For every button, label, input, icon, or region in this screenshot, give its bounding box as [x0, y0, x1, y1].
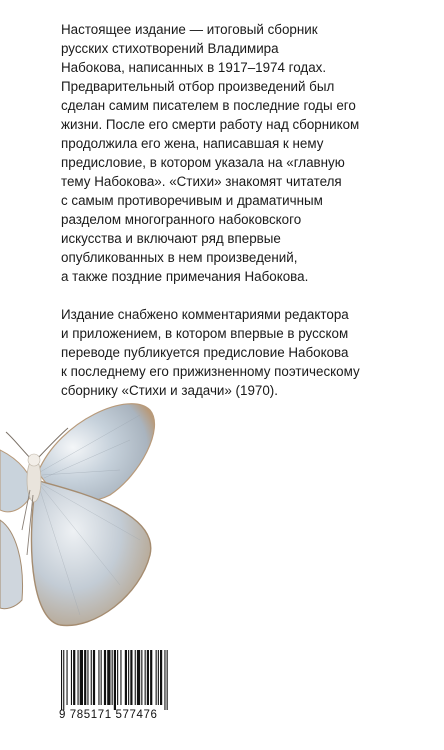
- barcode-bar: [145, 650, 146, 705]
- text-line: к последнему его прижизненному поэтическому: [61, 364, 360, 379]
- barcode-bar: [73, 650, 75, 705]
- barcode-bar: [158, 650, 159, 705]
- annotation-text: [61, 20, 421, 400]
- annotation-paragraph-1: [61, 20, 421, 286]
- text-line: сборнику «Стихи и задачи» (1970).: [61, 383, 278, 398]
- lower-wing: [32, 480, 151, 625]
- barcode-bar: [167, 650, 168, 710]
- barcode-bar: [156, 650, 157, 705]
- barcode-bar: [125, 650, 127, 705]
- barcode-bar: [93, 650, 95, 705]
- barcode-bar: [84, 650, 86, 705]
- barcode-bar: [87, 650, 88, 705]
- barcode-bar: [120, 650, 121, 705]
- text-line: жизни. После его смерти работу над сборником: [61, 117, 360, 132]
- text-line: тему Набокова». «Стихи» знакомят читателя: [61, 174, 342, 189]
- text-line: разделом многогранного набоковского: [61, 212, 302, 227]
- text-line: продолжила его жена, написавшая к нему: [61, 136, 324, 151]
- barcode-bar: [98, 650, 99, 705]
- barcode-bar: [141, 650, 142, 705]
- barcode-bar: [78, 650, 79, 705]
- text-line: сделан самим писателем в последние годы его: [61, 98, 356, 113]
- barcode-bar: [147, 650, 149, 705]
- text-line: Набокова, написанных в 1917–1974 годах.: [61, 60, 327, 75]
- text-line: а также поздние примечания Набокова.: [61, 269, 309, 284]
- barcode-bar: [61, 650, 62, 710]
- text-line: Издание снабжено комментариями редактора: [61, 307, 349, 322]
- barcode-bar: [128, 650, 129, 705]
- barcode-bar: [91, 650, 92, 705]
- barcode-bar: [80, 650, 83, 705]
- barcode-bar: [112, 650, 113, 705]
- barcode-bar: [107, 650, 110, 705]
- text-line: и приложением, в котором впервые в русском: [61, 326, 349, 341]
- butterfly-head: [28, 454, 40, 466]
- text-line: Предварительный отбор произведений был: [61, 79, 335, 94]
- barcode-bars: [57, 650, 207, 710]
- barcode-bar: [67, 650, 68, 705]
- isbn-barcode: [57, 650, 207, 720]
- barcode-bar: [150, 650, 152, 705]
- left-hindwing-partial: [0, 520, 23, 609]
- barcode-bar: [104, 650, 106, 705]
- barcode-bar: [130, 650, 132, 705]
- butterfly-illustration: [0, 380, 180, 640]
- barcode-bar: [71, 650, 72, 705]
- isbn-number: 9 785171 577476: [59, 709, 158, 721]
- text-line: искусства и включают ряд впервые: [61, 231, 281, 246]
- barcode-bar: [160, 650, 162, 705]
- text-line: Настоящее издание — итоговый сборник: [61, 22, 318, 37]
- barcode-bar: [137, 650, 140, 705]
- text-line: русских стихотворений Владимира: [61, 41, 279, 56]
- barcode-bar: [135, 650, 136, 705]
- barcode-bar: [164, 650, 165, 710]
- text-line: с самым противоречивым и драматичным: [61, 193, 323, 208]
- barcode-bar: [117, 650, 118, 705]
- barcode-bar: [114, 650, 116, 710]
- text-line: предисловие, в котором указала на «главную: [61, 155, 345, 170]
- text-line: переводе публикуется предисловие Набокова: [61, 345, 349, 360]
- barcode-bar: [101, 650, 102, 705]
- text-line: опубликованных в нем произведений,: [61, 250, 298, 265]
- barcode-bar: [63, 650, 64, 710]
